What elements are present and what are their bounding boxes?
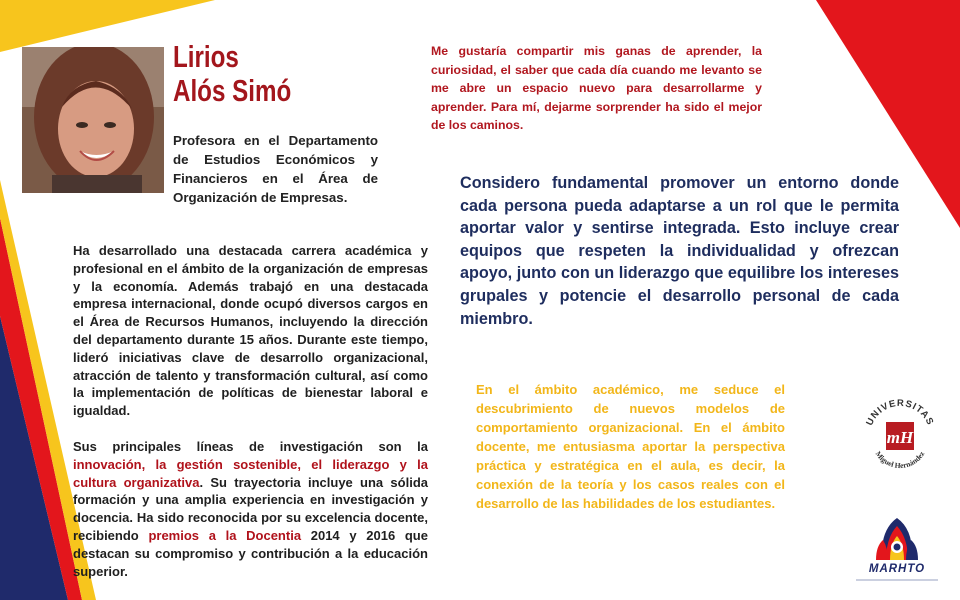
first-name: Lirios bbox=[173, 39, 239, 74]
umh-top-text: UNIVERSITAS bbox=[864, 397, 936, 428]
profile-photo bbox=[22, 47, 164, 193]
person-name bbox=[173, 40, 291, 108]
marhto-tagline-line bbox=[856, 579, 938, 581]
biography bbox=[73, 242, 428, 580]
research-lines-highlight: innovación, la gestión sostenible, el liderazgo y la cultura organizativa bbox=[73, 456, 428, 490]
svg-text:Miguel Hernández bbox=[874, 449, 927, 470]
umh-logo bbox=[860, 394, 940, 474]
last-name: Alós Simó bbox=[173, 73, 292, 108]
bio-paragraph-2: Sus principales líneas de investigación son la innovación, la gestión sostenible, el liderazgo y la cultura organizativa. Su trayectoria incluye una sólida formación y una amplia experiencia en investigación y docencia. Ha sido reconocida por su excelencia docente, recibiendo premios a la Docentia 2014 y 2016 que destacan su compromiso y contribución a la educación superior. bbox=[73, 438, 428, 579]
award-highlight: premios a la Docentia bbox=[148, 527, 302, 543]
marhto-logo bbox=[850, 512, 944, 596]
quote-curiosity: Me gustaría compartir mis ganas de aprender, la curiosidad, el saber que cada día cuando me levanto se me abre un espacio nuevo para desarrollarme y aprender. Para mí, dejarme sorprender ha sido el mejor de los caminos. bbox=[431, 44, 762, 133]
marhto-wordmark: MARHTO bbox=[868, 563, 926, 575]
role-description: Profesora en el Departamento de Estudios Económicos y Financieros en el Área de Organización de Empresas. bbox=[173, 133, 378, 205]
bio-paragraph-1: Ha desarrollado una destacada carrera académica y profesional en el ámbito de la organización de empresas y la economía. Además trabajó en una destacada empresa internacional, donde ocupó diversos cargos en el Área de Recursos Humanos, incluyendo la dirección del departamento durante 15 años. Durante este tiempo, lideró iniciativas clave de desarrollo organizacional, atracción de talento y transformación cultural, así como la implementación de políticas de bienestar laboral e igualdad. bbox=[73, 243, 428, 419]
quote-leadership: Considero fundamental promover un entorno donde cada persona pueda adaptarse a un rol que le permita aportar valor y sentirse integrada. Esto incluye crear equipos que respeten la individualidad y ofrezcan apoyo, junto con un liderazgo que equilibre los intereses grupales y potencie el desarrollo personal de cada miembro. bbox=[460, 174, 899, 328]
quote-academic: En el ámbito académico, me seduce el descubrimiento de nuevos modelos de comportamiento organizacional. En el ámbito docente, me entusiasma aportar la perspectiva práctica y estratégica en el aula, es decir, la conexión de la teoría y los casos reales con el desarrollo de las habilidades de los estudiantes. bbox=[476, 382, 785, 511]
marhto-emblem-icon bbox=[850, 512, 944, 564]
umh-mark: mH bbox=[886, 428, 914, 447]
umh-bottom-text: Miguel Hernández bbox=[873, 449, 927, 471]
